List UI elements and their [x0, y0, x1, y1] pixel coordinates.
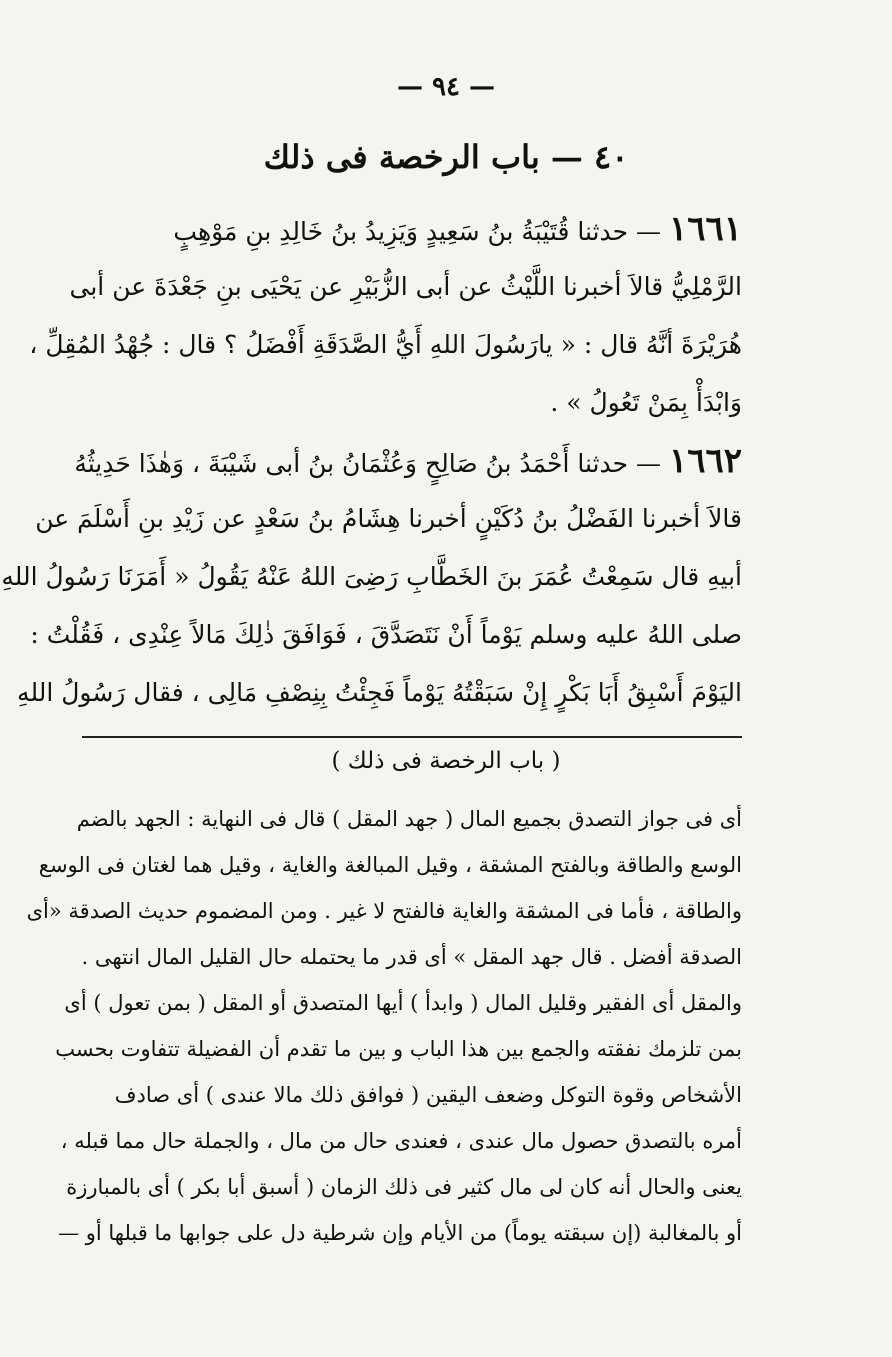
footnote-divider	[82, 736, 742, 738]
commentary-text	[26, 796, 742, 1256]
commentary-line: بمن تلزمك نفقته والجمع بين هذا الباب و بين ما تقدم أن الفضيلة تتفاوت بحسب	[55, 1037, 742, 1061]
page-number: — ٩٤ —	[396, 72, 496, 102]
hadith-line: صلى اللهُ عليه وسلم يَوْماً أَنْ نَتَصَدَّقَ ، فَوَافَقَ ذٰلِكَ مَالاً عِنْدِى ، فَقُلْتُ :	[30, 620, 742, 649]
hadith-line: قالاَ أخبرنا الفَضْلُ بنُ دُكَيْنٍ أخبرنا هِشَامُ بنُ سَعْدٍ عن زَيْدِ بنِ أَسْلَمَ عن	[35, 504, 742, 533]
commentary-line: الصدقة أفضل . قال جهد المقل » أى قدر ما يحتمله حال القليل المال انتهى .	[81, 945, 742, 969]
commentary-line: أو بالمغالبة (إن سبقته يوماً) من الأيام وإن شرطية دل على جوابها ما قبلها أو —	[58, 1221, 742, 1245]
chapter-title: ٤٠ — باب الرخصة فى ذلك	[263, 138, 629, 176]
hadith-number-1661: ١٦٦١	[668, 209, 742, 249]
hadith-line: وَابْدَأْ بِمَنْ تَعُولُ » .	[550, 388, 742, 417]
hadith-line: الرَّمْلِيُّ قالاَ أخبرنا اللَّيْثُ عن أبى الزُّبَيْرِ عن يَحْيَى بنِ جَعْدَةَ عن أبى	[69, 272, 742, 301]
commentary-line: أمره بالتصدق حصول مال عندى ، فعندى حال من مال ، والجملة حال مما قبله ،	[60, 1129, 742, 1153]
hadith-line: أبيهِ قال سَمِعْتُ عُمَرَ بنَ الخَطَّابِ رَضِىَ اللهُ عَنْهُ يَقُولُ « أَمَرَنَا رَسُولُ اللهِ	[1, 562, 742, 591]
commentary-line: والمقل أى الفقير وقليل المال ( وابدأ ) أيها المتصدق أو المقل ( بمن تعول ) أى	[64, 991, 742, 1015]
hadith-line: هُرَيْرَةَ أنَّهُ قال : « يارَسُولَ اللهِ أَيُّ الصَّدَقَةِ أَفْضَلُ ؟ قال : جُهْدُ المُقِلِّ ،	[29, 330, 742, 359]
hadith-line: اليَوْمَ أَسْبِقُ أَبَا بَكْرٍ إِنْ سَبَقْتُهُ يَوْماً فَجِئْتُ بِنِصْفِ مَالِى ، فقال رَسُولُ اللهِ	[17, 678, 742, 707]
hadith-line: — حدثنا أَحْمَدُ بنُ صَالِحٍ وَعُثْمَانُ بنُ أبى شَيْبَةَ ، وَهٰذَا حَدِيثُهُ	[74, 449, 661, 478]
commentary-line: أى فى جواز التصدق بجميع المال ( جهد المقل ) قال فى النهاية : الجهد بالضم	[76, 807, 742, 831]
commentary-title: ( باب الرخصة فى ذلك )	[331, 748, 561, 774]
hadith-text	[1, 200, 742, 722]
hadith-1662-line-1	[74, 432, 742, 490]
hadith-number-1662: ١٦٦٢	[668, 441, 742, 481]
commentary-line: يعنى والحال أنه كان لى مال كثير فى ذلك الزمان ( أسبق أبا بكر ) أى بالمبارزة	[66, 1175, 742, 1199]
hadith-line: — حدثنا قُتَيْبَةُ بنُ سَعِيدٍ وَيَزِيدُ بنُ خَالِدِ بنِ مَوْهِبٍ	[173, 217, 661, 246]
hadith-1661-line-1	[92, 200, 742, 258]
commentary-line: والطاقة ، فأما فى المشقة والغاية فالفتح لا غير . ومن المضموم حديث الصدقة «أى	[26, 899, 742, 923]
commentary-line: الوسع والطاقة وبالفتح المشقة ، وقيل المبالغة والغاية ، وقيل هما لغتان فى الوسع	[38, 853, 742, 877]
commentary-line: الأشخاص وقوة التوكل وضعف اليقين ( فوافق ذلك مالا عندى ) أى صادف	[114, 1083, 742, 1107]
